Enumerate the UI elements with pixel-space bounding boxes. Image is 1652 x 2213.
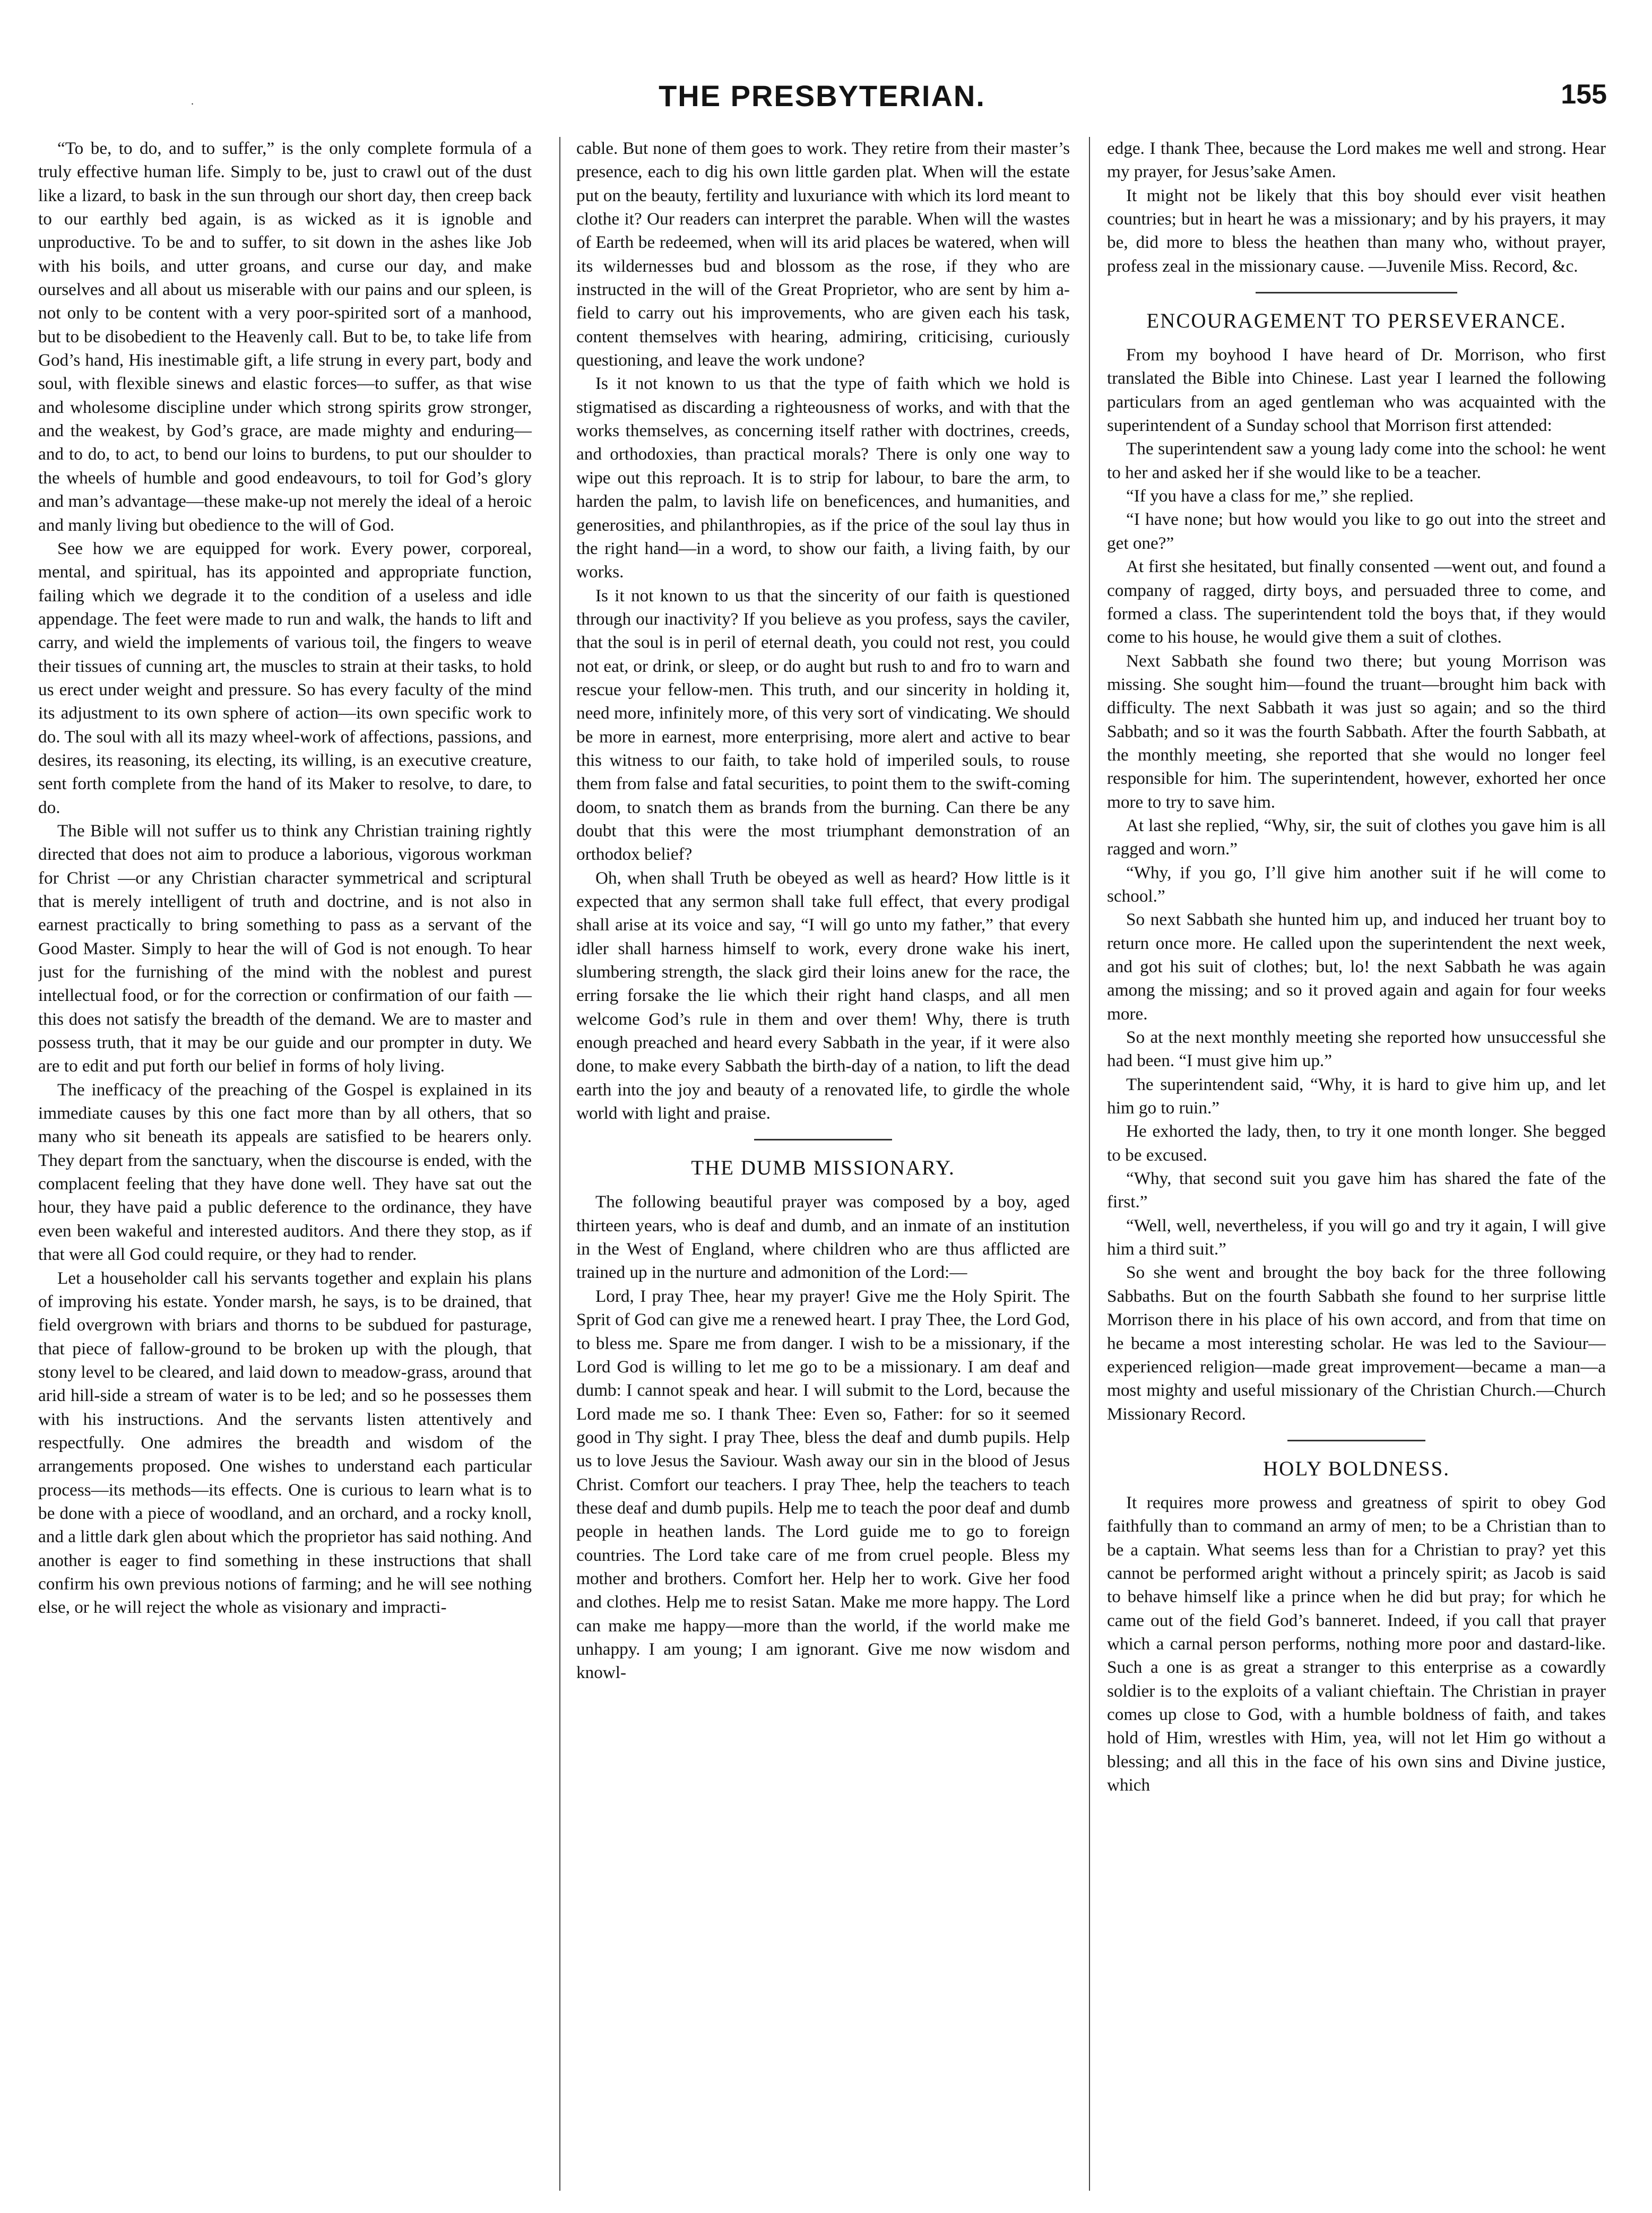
column-2 — [576, 137, 1070, 2191]
paragraph: Let a householder call his servants together and explain his plans of improving his estate. Yonder marsh, he says, is to be drained, that field overgrown with briars and thorns to be subdued for pasturage, that piece of fallow-ground to be broken up with the plough, that stony level to be cleared, and laid down to meadow-grass, around that arid hill-side a stream of water is to be led; and so he possesses them with his instructions. And the servants listen attentively and respectfully. One admires the breadth and wisdom of the arrangements proposed. One wishes to understand each particular process—its methods—its effects. One is curious to learn what is to be done with a piece of woodland, and an orchard, and a rocky knoll, and a little dark glen about which the proprietor has said nothing. And another is eager to find something in these instructions that shall confirm his own previous notions of farming; and he will see nothing else, or he will reject the whole as visionary and impracti- — [38, 1268, 532, 1618]
paragraph: “Why, that second suit you gave him has shared the fate of the first.” — [1107, 1169, 1606, 1212]
section-heading-dumb-missionary: THE DUMB MISSIONARY. — [691, 1156, 955, 1180]
section-heading-holy-boldness: HOLY BOLDNESS. — [1263, 1457, 1450, 1480]
paragraph: “If you have a class for me,” she replied. — [1126, 486, 1414, 506]
section-divider — [754, 1139, 892, 1140]
paragraph: cable. But none of them goes to work. They retire from their master’s presence, each to dig his own little garden plat. When will the estate put on the beauty, fertility and luxuriance with which its lord meant to clothe it? Our readers can interpret the parable. When will the wastes of Earth be redeemed, when will its arid places be watered, when will its wildernesses bud and blossom as the rose, if they who are instructed in the will of the Great Proprietor, who are sent by him a-field to carry out his improvements, who are given each his task, content themselves with hearing, admiring, criticising, curiously questioning, and leave the work undone? — [576, 139, 1070, 370]
column-rule — [559, 137, 560, 2191]
paragraph: Oh, when shall Truth be obeyed as well as heard? How little is it expected that any sermon shall take full effect, that every prodigal shall arise at its voice and say, “I will go unto my father,” that every idler shall harness himself to work, every drone wake his inert, slumbering strength, the slack gird their loins anew for the race, the erring forsake the lie which their right hand clasps, and all men welcome God’s rule in them and over them! Why, there is truth enough preached and heard every Sabbath in the year, if it were also done, to make every Sabbath the birth-day of a nation, to lift the dead earth into the joy and beauty of a renovated life, to girdle the whole world with light and praise. — [576, 868, 1070, 1123]
paragraph: From my boyhood I have heard of Dr. Morrison, who first translated the Bible into Chinese. Last year I learned the following particulars from an aged gentleman who was acquainted with the superintendent of a Sunday school that Morrison first attended: — [1107, 345, 1606, 436]
paragraph: Next Sabbath she found two there; but young Morrison was missing. She sought him—found the truant—brought him back with difficulty. The next Sabbath it was just so again; and so the third Sabbath; and so it was the fourth Sabbath. After the fourth Sabbath, at the monthly meeting, she reported that she would no longer feel responsible for him. The superintendent, however, exhorted her once more to try to save him. — [1107, 651, 1606, 812]
paragraph: The Bible will not suffer us to think any Christian training rightly directed that does not aim to produce a laborious, vigorous workman for Christ —or any Christian character symmetrical and scriptural that is merely intelligent of truth and doctrine, and is not also in earnest practically to bring something to pass as a servant of the Good Master. Simply to hear the will of God is not enough. To hear just for the furnishing of the mind with the noblest and purest intellectual food, or for the correction or confirmation of our faith —this does not satisfy the breadth of the demand. We are to master and possess truth, that it may be our guide and our prompter in duty. We are to edit and put forth our belief in forms of holy living. — [38, 820, 532, 1076]
column-3 — [1107, 137, 1606, 2191]
paragraph: At last she replied, “Why, sir, the suit of clothes you gave him is all ragged and worn.” — [1107, 815, 1606, 859]
paragraph: The superintendent said, “Why, it is hard to give him up, and let him go to ruin.” — [1107, 1074, 1606, 1118]
paragraph: “I have none; but how would you like to go out into the street and get one?” — [1107, 509, 1606, 553]
paragraph: It might not be likely that this boy should ever visit heathen countries; but in heart he was a missionary; and by his prayers, it may be, did more to bless the heathen than many who, without prayer, profess zeal in the missionary cause. —Juvenile Miss. Record, &c. — [1107, 185, 1606, 276]
paragraph: The following beautiful prayer was composed by a boy, aged thirteen years, who is deaf and dumb, and an inmate of an institution in the West of England, where children who are thus afflicted are trained up in the nurture and admonition of the Lord:— — [576, 1192, 1070, 1283]
paragraph: See how we are equipped for work. Every power, corporeal, mental, and spiritual, has its appointed and appropriate function, failing which we degrade it to the condition of a useless and idle appendage. The feet were made to run and walk, the hands to lift and carry, and wield the implements of various toil, the fingers to weave their tissues of cunning art, the muscles to strain at their tasks, to hold us erect under weight and pressure. So has every faculty of the mind its adjustment to its own sphere of action—its own specific work to do. The soul with all its mazy wheel-work of affections, passions, and desires, its reasoning, its electing, its willing, is an executive creature, sent forth complete from the hand of its Maker to resolve, to dare, to do. — [38, 538, 532, 817]
paragraph: So at the next monthly meeting she reported how unsuccessful she had been. “I must give him up.” — [1107, 1027, 1606, 1071]
paragraph: “To be, to do, and to suffer,” is the only complete formula of a truly effective human life. Simply to be, just to crawl out of the dust like a lizard, to bask in the sun through our short day, then creep back to our earthly bed again, is as wicked as it is ignoble and unproductive. To be and to suffer, to sit down in the ashes like Job with his boils, and utter groans, and curse our day, and make ourselves and all about us miserable with our pains and our spleen, is not only to be content with a very poor-spirited sort of a manhood, but to be disobedient to the Heavenly call. But to be, to take life from God’s hand, His inestimable gift, a life strung in every part, body and soul, with flexible sinews and elastic forces—to suffer, as that wise and wholesome discipline under which strong spirits grow stronger, and the weakest, by God’s grace, are made mighty and enduring—and to do, to act, to bend our loins to burdens, to put our shoulder to the wheels of humble and good endeavours, to toil for God’s glory and man’s advantage—these make-up not merely the ideal of a heroic and manly living but obedience to the will of God. — [38, 139, 532, 535]
section-heading-encouragement: ENCOURAGEMENT TO PERSEVERANCE. — [1146, 309, 1567, 333]
page-title: THE PRESBYTERIAN. — [659, 79, 985, 113]
stray-mark: . — [191, 96, 194, 107]
paragraph: Lord, I pray Thee, hear my prayer! Give me the Holy Spirit. The Sprit of God can give me a renewed heart. I pray Thee, the Lord God, to bless me. Spare me from danger. I wish to be a missionary, if the Lord God is willing to let me go to be a missionary. I am deaf and dumb: I cannot speak and hear. I will submit to the Lord, because the Lord made me so. I thank Thee: Even so, Father: for so it seemed good in Thy sight. I pray Thee, bless the deaf and dumb pupils. Help us to love Jesus the Saviour. Wash away our sin in the blood of Jesus Christ. Comfort our teachers. I pray Thee, help the teachers to teach these deaf and dumb pupils. Help me to teach the poor deaf and dumb people in heathen lands. The Lord guide me to go to foreign countries. The Lord take care of me from cruel people. Bless my mother and brothers. Comfort her. Help her to work. Give her food and clothes. Help me to resist Satan. Make me more happy. The Lord can make me happy—more than the world, if the world make me unhappy. I am young; I am ignorant. Give me now wisdom and knowl- — [576, 1286, 1070, 1683]
paragraph: So she went and brought the boy back for the three following Sabbaths. But on the fourth Sabbath she found to her surprise little Morrison there in his place of his own accord, and from that time on he became a most interesting scholar. He was led to the Saviour—experienced religion—made great improvement—became a man—a most mighty and useful missionary of the Christian Church.—Church Missionary Record. — [1107, 1263, 1606, 1424]
paragraph: So next Sabbath she hunted him up, and induced her truant boy to return once more. He called upon the superintendent the next week, and got his suit of clothes; but, lo! the next Sabbath he was again among the missing; and so it proved again and again for four weeks more. — [1107, 910, 1606, 1024]
paragraph: He exhorted the lady, then, to try it one month longer. She begged to be excused. — [1107, 1121, 1606, 1165]
column-rule — [1089, 137, 1090, 2191]
paragraph: Is it not known to us that the sincerity of our faith is questioned through our inactivity? If you believe as you profess, says the caviler, that the soul is in peril of eternal death, you could not rest, you could not eat, or drink, or sleep, or do aught but rush to and fro to warn and rescue your fellow-men. This truth, and our sincerity in holding it, need more, infinitely more, of this very sort of vindicating. We should be more in earnest, more enterprising, more alert and active to bear this witness to our faith, to take hold of imperiled souls, to rouse them from false and fatal securities, to point them to the swift-coming doom, to snatch them as brands from the burning. Can there be any doubt that this were the most triumphant demonstration of an orthodox belief? — [576, 585, 1070, 865]
paragraph: The superintendent saw a young lady come into the school: he went to her and asked her if she would like to be a teacher. — [1107, 439, 1606, 482]
section-divider — [1287, 1440, 1425, 1441]
paragraph: It requires more prowess and greatness of spirit to obey God faithfully than to command an army of men; to be a Christian than to be a captain. What seems less than for a Christian to pray? yet this cannot be performed aright without a princely spirit; as Jacob is said to behave himself like a prince when he did but pray; for which he came out of the field God’s banneret. Indeed, if you call that prayer which a carnal person performs, nothing more poor and dastard-like. Such a one is as great a stranger to this enterprise as a cowardly soldier is to the exploits of a valiant chieftain. The Christian in prayer comes up close to God, with a humble boldness of faith, and takes hold of Him, wrestles with Him, yea, will not let Him go without a blessing; and all this in the face of his own sins and Divine justice, which — [1107, 1492, 1606, 1795]
paragraph: Is it not known to us that the type of faith which we hold is stigmatised as discarding a righteousness of works, and with that the works themselves, as concerning itself rather with doctrines, creeds, and orthodoxies, than practical morals? There is only one way to wipe out this reproach. It is to strip for labour, to bare the arm, to harden the palm, to lavish life on beneficences, and humanities, and generosities, and philanthropies, as if the price of the soul lay thus in the right hand—in a word, to show our faith, a living faith, by our works. — [576, 374, 1070, 582]
paragraph: “Well, well, nevertheless, if you will go and try it again, I will give him a third suit.” — [1107, 1215, 1606, 1259]
section-divider — [1256, 292, 1457, 293]
paragraph: edge. I thank Thee, because the Lord makes me well and strong. Hear my prayer, for Jesus’sake Amen. — [1107, 139, 1606, 182]
paragraph: “Why, if you go, I’ll give him another suit if he will come to school.” — [1107, 862, 1606, 906]
running-head — [37, 79, 1607, 126]
page-number: 155 — [1561, 79, 1607, 110]
paragraph: At first she hesitated, but finally consented —went out, and found a company of ragged, dirty boys, and persuaded three to come, and formed a class. The superintendent told the boys that, if they would come to his house, he would give them a suit of clothes. — [1107, 557, 1606, 647]
column-1 — [38, 137, 532, 2191]
paragraph: The inefficacy of the preaching of the Gospel is explained in its immediate causes by this one fact more than by all others, that so many who sit beneath its appeals are satisfied to be hearers only. They depart from the sanctuary, when the discourse is ended, with the complacent feeling that they have done well. They have sat out the hour, they have paid a public deference to the ordinance, they have even been wakeful and interested auditors. And there they stop, as if that were all God could require, or they had to render. — [38, 1079, 532, 1265]
